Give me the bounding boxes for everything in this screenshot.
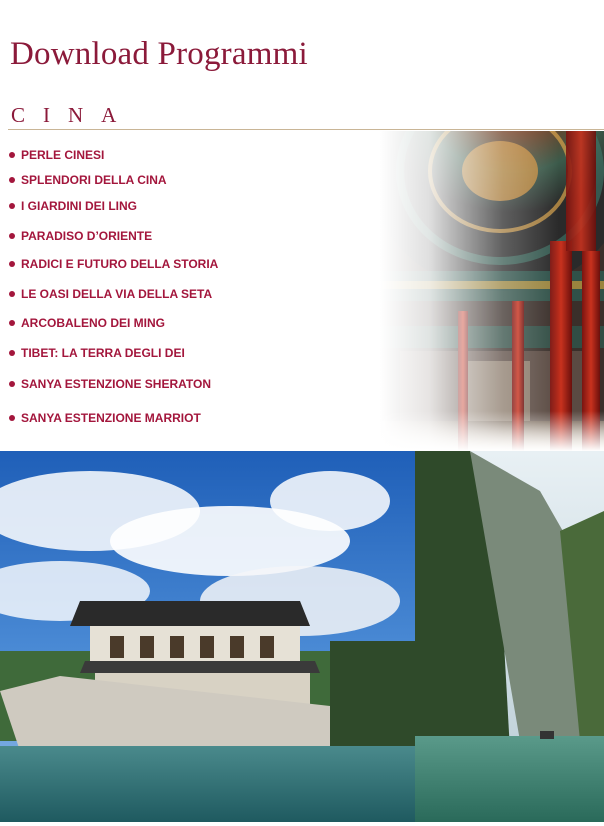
program-link-radici-e-futuro-della-storia[interactable] <box>9 257 218 271</box>
program-link-i-giardini-dei-ling[interactable] <box>9 199 137 213</box>
bullet-icon <box>9 381 15 387</box>
program-label: ARCOBALENO DEI MING <box>21 316 165 330</box>
program-link-splendori-della-cina[interactable] <box>9 173 167 187</box>
program-label: I GIARDINI DEI LING <box>21 199 138 213</box>
program-link-sanya-estenzione-sheraton[interactable] <box>9 377 211 391</box>
program-link-le-oasi-della-via-della-seta[interactable] <box>9 287 212 301</box>
bullet-icon <box>9 152 15 158</box>
program-label: LE OASI DELLA VIA DELLA SETA <box>21 287 213 301</box>
bullet-icon <box>9 415 15 421</box>
bullet-icon <box>9 350 15 356</box>
program-link-tibet-la-terra-degli-dei[interactable] <box>9 346 185 360</box>
bullet-icon <box>9 203 15 209</box>
bullet-icon <box>9 261 15 267</box>
program-label: PERLE CINESI <box>21 148 105 162</box>
program-link-sanya-estenzione-marriot[interactable] <box>9 411 201 425</box>
temple-ceiling-photo <box>380 131 604 451</box>
bottom-margin <box>0 822 604 826</box>
program-label: RADICI E FUTURO DELLA STORIA <box>21 257 219 271</box>
divider <box>8 129 604 130</box>
bullet-icon <box>9 320 15 326</box>
page-title: Download Programmi <box>10 36 308 72</box>
program-label: SPLENDORI DELLA CINA <box>21 173 167 187</box>
bullet-icon <box>9 291 15 297</box>
program-label: PARADISO D’ORIENTE <box>21 229 153 243</box>
landscape-photos <box>0 451 604 822</box>
program-label: TIBET: LA TERRA DEGLI DEI <box>21 346 185 360</box>
program-label: SANYA ESTENZIONE SHERATON <box>21 377 212 391</box>
program-link-perle-cinesi[interactable] <box>9 148 104 162</box>
program-label: SANYA ESTENZIONE MARRIOT <box>21 411 201 425</box>
bullet-icon <box>9 177 15 183</box>
program-link-arcobaleno-dei-ming[interactable] <box>9 316 165 330</box>
program-link-paradiso-d-oriente[interactable] <box>9 229 152 243</box>
bullet-icon <box>9 233 15 239</box>
section-heading: CINA <box>11 103 135 127</box>
